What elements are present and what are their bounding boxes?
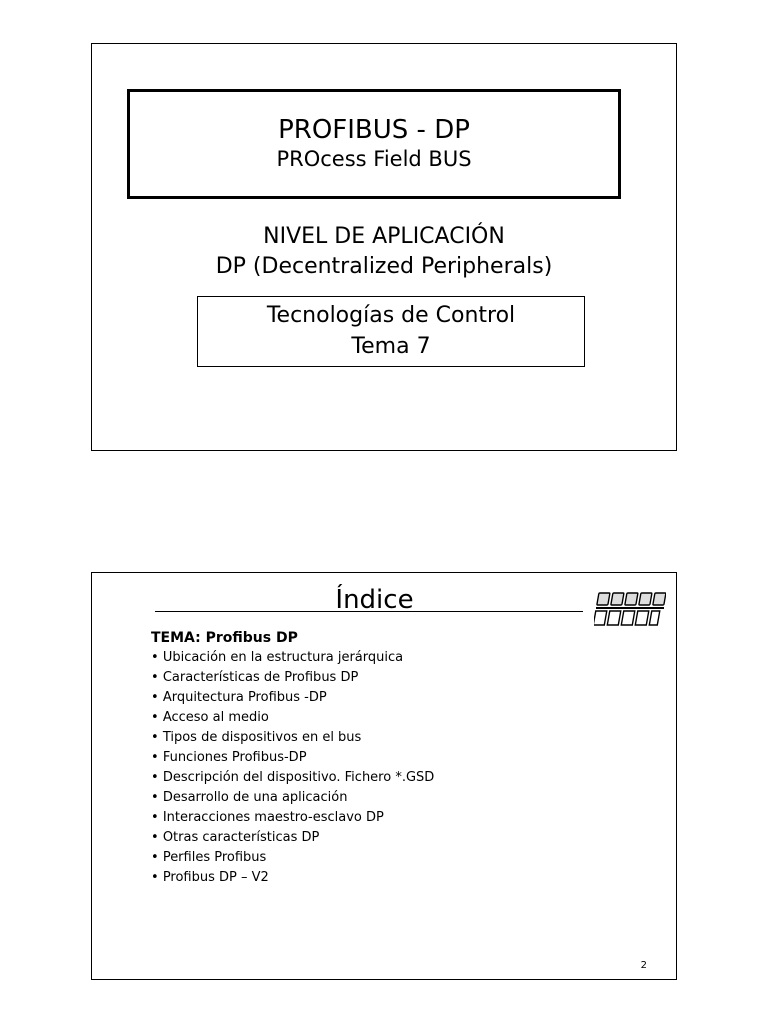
list-item: • Descripción del dispositivo. Fichero *.GSD [151, 768, 651, 788]
page-number: 2 [640, 960, 647, 971]
course-name: Tecnologías de Control [266, 303, 516, 328]
index-list [151, 648, 651, 888]
title-box [127, 89, 621, 199]
table-of-contents [151, 628, 651, 888]
slide-2 [91, 572, 677, 980]
application-level-heading: NIVEL DE APLICACIÓN [263, 224, 505, 249]
slide-title: PROFIBUS - DP [278, 115, 470, 145]
list-item: • Acceso al medio [151, 708, 651, 728]
list-item: • Desarrollo de una aplicación [151, 788, 651, 808]
list-item: • Interacciones maestro-esclavo DP [151, 808, 651, 828]
slide-subtitle: PROcess Field BUS [276, 147, 472, 171]
list-item: • Tipos de dispositivos en el bus [151, 728, 651, 748]
course-box [197, 296, 585, 367]
list-item: • Arquitectura Profibus -DP [151, 688, 651, 708]
topic-heading: TEMA: Profibus DP [151, 630, 298, 646]
list-item: • Perfiles Profibus [151, 848, 651, 868]
index-title: Índice [335, 585, 414, 615]
title-underline [155, 611, 583, 612]
list-item: • Funciones Profibus-DP [151, 748, 651, 768]
slide-1 [91, 43, 677, 451]
profibus-logo-icon [594, 587, 666, 631]
list-item: • Otras características DP [151, 828, 651, 848]
topic-number: Tema 7 [351, 334, 431, 359]
list-item: • Características de Profibus DP [151, 668, 651, 688]
list-item: • Profibus DP – V2 [151, 868, 651, 888]
list-item: • Ubicación en la estructura jerárquica [151, 648, 651, 668]
decentralized-peripherals-heading: DP (Decentralized Peripherals) [215, 254, 553, 279]
